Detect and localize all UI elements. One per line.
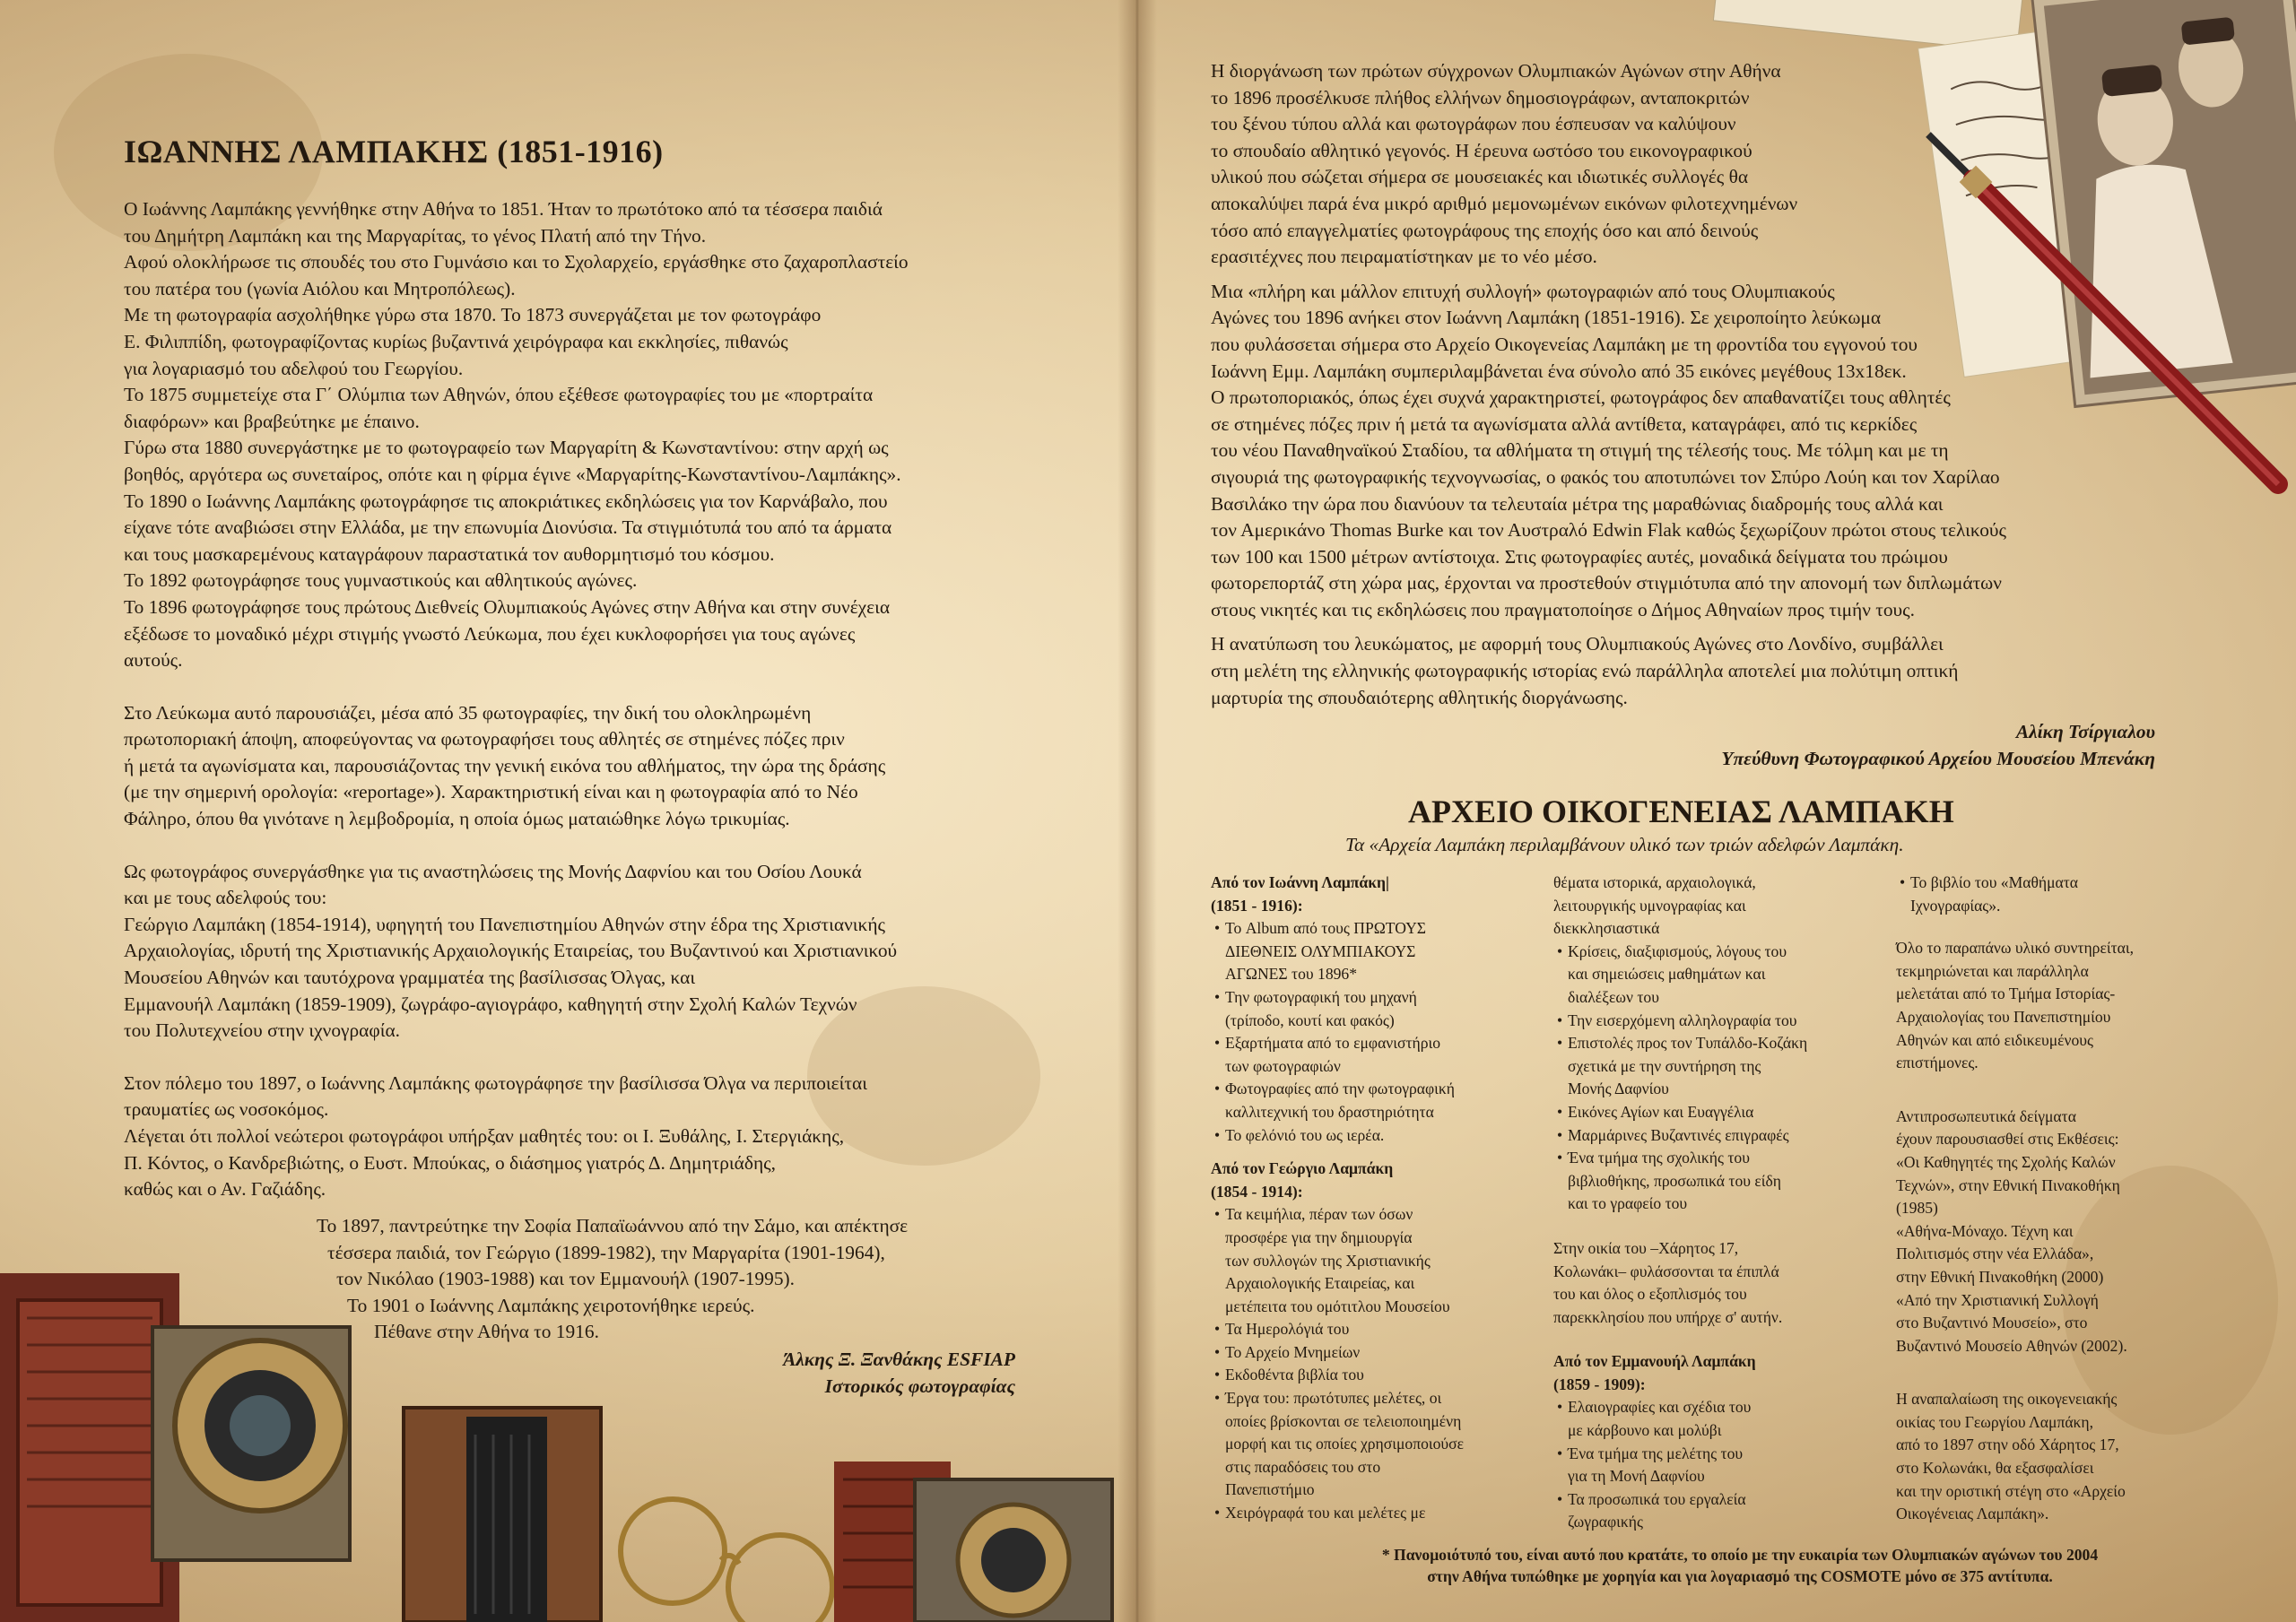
text-line: καθώς και ο Αν. Γαζιάδης. xyxy=(124,1178,326,1201)
text-line: Βασιλάκο την ώρα που διανύουν τα τελευταία μέτρα της μαραθώνιας διαδρομής τους αλλά και xyxy=(1211,492,1944,515)
text-line: Αρχαιολογίας του Πανεπιστημίου xyxy=(1896,1007,2111,1026)
left-author-signature xyxy=(628,1347,1015,1400)
list-item: διαλέξεων του xyxy=(1568,987,1659,1006)
text-line: Πέθανε στην Αθήνα το 1916. xyxy=(374,1321,599,1343)
text-line: έχουν παρουσιασθεί στις Εκθέσεις: xyxy=(1896,1130,2119,1149)
text-line: Αγώνες του 1896 ανήκει στον Ιωάννη Λαμπάκη (1851-1916). Σε χειροποίητο λεύκωμα xyxy=(1211,307,1882,329)
author-name: Άλκης Ξ. Ξανθάκης ESFIAP xyxy=(783,1349,1015,1370)
footnote-line: * Πανομοιότυπό του, είναι αυτό που κρατάτε, το οποίο με την ευκαιρία των Ολυμπιακών αγώνων του 2004 xyxy=(1381,1546,2099,1564)
list-item: • Το Αρχείο Μνημείων xyxy=(1211,1341,1464,1365)
text-line: Ο Ιωάννης Λαμπάκης γεννήθηκε στην Αθήνα το 1851. Ήταν το πρωτότοκο από τα τέσσερα παιδιά xyxy=(124,198,883,220)
text-line: μελετάται από το Τμήμα Ιστορίας- xyxy=(1896,984,2116,1003)
text-line: θέματα ιστορικά, αρχαιολογικά, xyxy=(1553,873,1756,891)
text-line: του Πολυτεχνείου στην ιχνογραφία. xyxy=(124,1019,401,1042)
text-line: τραυματίες ως νοσοκόμος. xyxy=(124,1098,329,1121)
list-item: και σημειώσεις μαθημάτων και xyxy=(1568,965,1766,984)
text-line: στο Κολωνάκι, θα εξασφαλίσει xyxy=(1896,1459,2094,1478)
paragraph-gap xyxy=(1553,1216,1807,1237)
text-line: διαφόρων» και βραβεύτηκε με έπαινο. xyxy=(124,410,420,432)
text-line: Τεχνών», στην Εθνική Πινακοθήκη xyxy=(1896,1175,2120,1194)
text-line: στην Εθνική Πινακοθήκη (2000) xyxy=(1896,1267,2104,1286)
list-item: μορφή και τις οποίες χρησιμοποιούσε xyxy=(1225,1435,1464,1453)
text-line: Πολιτισμός στην νέα Ελλάδα», xyxy=(1896,1245,2094,1263)
text-line: Βυζαντινό Μουσείο Αθηνών (2002). xyxy=(1896,1336,2127,1355)
list-item: ζωγραφικής xyxy=(1568,1513,1643,1531)
section-heading: Από τον Εμμανουήλ Λαμπάκη xyxy=(1553,1352,1756,1371)
text-line: Η διοργάνωση των πρώτων σύγχρονων Ολυμπιακών Αγώνων στην Αθήνα xyxy=(1211,60,1781,82)
paragraph-gap xyxy=(1896,917,2134,937)
text-line: εξέδωσε το μοναδικό μέχρι στιγμής γνωστό Λεύκωμα, που έχει κυκλοφορήσει για τους αγώνες xyxy=(124,622,856,645)
text-line: το σπουδαίο αθλητικό γεγονός. Η έρευνα ωστόσο του εικονογραφικού xyxy=(1211,139,1752,161)
archive-column-2 xyxy=(1553,872,1807,1534)
list-item: • Επιστολές προς τον Τυπάλδο-Κοζάκη xyxy=(1553,1032,1807,1055)
text-line: επιστήμονες. xyxy=(1896,1054,1979,1072)
list-item: των συλλογών της Χριστιανικής xyxy=(1225,1251,1431,1270)
text-line: Μια «πλήρη και μάλλον επιτυχή συλλογή» φωτογραφιών από τους Ολυμπιακούς xyxy=(1211,280,1835,302)
paragraph-gap xyxy=(1896,1357,2134,1388)
text-line: τέσσερα παιδιά, τον Γεώργιο (1899-1982), την Μαργαρίτα (1901-1964), xyxy=(327,1241,885,1263)
author-role: Υπεύθυνη Φωτογραφικού Αρχείου Μουσείου Μπενάκη xyxy=(1721,747,2155,769)
list-item: στις παραδόσεις του στο xyxy=(1225,1457,1381,1476)
text-line: Το 1901 ο Ιωάννης Λαμπάκης χειροτονήθηκε ιερεύς. xyxy=(347,1294,755,1316)
text-line: του ξένου τύπου αλλά και φωτογράφων που έσπευσαν να καλύψουν xyxy=(1211,113,1736,135)
text-line: Το 1896 φωτογράφησε τους πρώτους Διεθνείς Ολυμπιακούς Αγώνες στην Αθήνα και στην συνέχεια xyxy=(124,595,891,618)
list-item: • Ένα τμήμα της μελέτης του xyxy=(1553,1443,1807,1466)
text-line: Λέγεται ότι πολλοί νεώτεροι φωτογράφοι υπήρξαν μαθητές του: οι Ι. Ξυθάλης, Ι. Στεργιάκης, xyxy=(124,1125,845,1147)
text-line: Ο πρωτοποριακός, όπως έχει συχνά χαρακτηριστεί, φωτογράφος δεν απαθανατίζει τους αθλητές xyxy=(1211,386,1951,409)
text-line: Οικογένειας Λαμπάκη». xyxy=(1896,1505,2049,1523)
text-line: παρεκκλησίου που υπήρχε σ' αυτήν. xyxy=(1553,1307,1783,1326)
text-line: φωτορεπορτάζ στη χώρα μας, έρχονται να προστεθούν στιγμιότυπα από την απονομή των διπλωμάτων xyxy=(1211,572,2002,594)
text-line: Στην οικία του –Χάρητος 17, xyxy=(1553,1238,1739,1257)
list-item: • Το φελόνιό του ως ιερέα. xyxy=(1211,1124,1464,1148)
list-item: Πανεπιστήμιο xyxy=(1225,1480,1315,1499)
section-heading: (1851 - 1916): xyxy=(1211,896,1303,915)
text-line: στους νικητές και τις εκδηλώσεις που πραγματοποίησε ο Δήμος Αθηναίων προς τιμήν τους. xyxy=(1211,598,1915,620)
round-eyeglasses-icon xyxy=(610,1453,843,1622)
list-item: για τη Μονή Δαφνίου xyxy=(1568,1467,1705,1486)
text-line: Αφού ολοκλήρωσε τις σπουδές του στο Γυμνάσιο και το Σχολαρχείο, εργάσθηκε στο ζαχαροπλαστείο xyxy=(124,251,909,273)
text-line: που φυλάσσεται σήμερα στο Αρχείο Οικογενείας Λαμπάκη με τη φροντίδα του εγγονού του xyxy=(1211,333,1918,355)
list-item: • Μαρμάρινες Βυζαντινές επιγραφές xyxy=(1553,1124,1807,1148)
text-line: βοηθός, αργότερα ως συνεταίρος, οπότε και η φίρμα έγινε «Μαργαρίτης-Κωνσταντίνου-Λαμπάκης». xyxy=(124,463,901,485)
text-line: το 1896 προσέλκυσε πλήθος ελλήνων δημοσιογράφων, ανταποκριτών xyxy=(1211,86,1750,108)
list-item: • Εξαρτήματα από το εμφανιστήριο xyxy=(1211,1032,1464,1055)
text-line: Αθηνών και από ειδικευμένους xyxy=(1896,1030,2093,1049)
text-line: σιγουριά της φωτογραφικής τεχνογνωσίας, ο φακός του αποτυπώνει τον Σπύρο Λούη και τον Χαρίλαο xyxy=(1211,465,2000,488)
list-item: ΑΓΩΝΕΣ του 1896* xyxy=(1225,965,1358,984)
text-line: «Από την Χριστιανική Συλλογή xyxy=(1896,1290,2099,1309)
text-line: Κολωνάκι– φυλάσσονται τα έπιπλά xyxy=(1553,1262,1779,1280)
text-line: του Δημήτρη Λαμπάκη και της Μαργαρίτας, το γένος Πλατή από την Τήνο. xyxy=(124,224,707,247)
list-item: Αρχαιολογικής Εταιρείας, και xyxy=(1225,1274,1415,1293)
right-author-signature xyxy=(1525,719,2155,772)
text-line: Αρχαιολογίας, ιδρυτή της Χριστιανικής Αρχαιολογικής Εταιρείας, του Βυζαντινού και Χριστιανικού xyxy=(124,940,898,962)
folding-bellows-camera-icon xyxy=(825,1444,1121,1622)
footnote-line: στην Αθήνα τυπώθηκε με χορηγία και για λογαριασμό της COSMOTE μόνο σε 375 αντίτυπα. xyxy=(1427,1567,2053,1585)
paragraph-gap xyxy=(1896,1075,2134,1106)
text-line: Π. Κόντος, ο Κανδρεβιώτης, ο Ευστ. Μπούκας, ο διάσημος γιατρός Δ. Δημητριάδης, xyxy=(124,1151,776,1174)
text-line: Εμμανουήλ Λαμπάκη (1859-1909), ζωγράφο-αγιογράφο, καθηγητή στην Σχολή Καλών Τεχνών xyxy=(124,993,857,1015)
list-item: οποίες βρίσκονται σε τελειοποιημένη xyxy=(1225,1411,1462,1430)
archive-title: ΑΡΧΕΙΟ ΟΙΚΟΓΕΝΕΙΑΣ ΛΑΜΠΑΚΗ xyxy=(1408,794,1954,829)
text-line: Με τη φωτογραφία ασχολήθηκε γύρω στα 1870. Το 1873 συνεργάζεται με τον φωτογράφο xyxy=(124,304,822,326)
paragraph-gap xyxy=(1211,271,2006,279)
section-heading: Από τον Γεώργιο Λαμπάκη xyxy=(1211,1159,1394,1178)
text-line: τον Νικόλαο (1903-1988) και τον Εμμανουήλ (1907-1995). xyxy=(336,1268,795,1290)
list-item: • Τα κειμήλια, πέραν των όσων xyxy=(1211,1203,1464,1227)
list-item: • Χειρόγραφά του και μελέτες με xyxy=(1211,1502,1464,1525)
text-line: Μουσείου Αθηνών και ταυτόχρονα γραμματέα της βασίλισσας Όλγας, και xyxy=(124,967,696,989)
text-line: διεκκλησιαστικά xyxy=(1553,919,1660,938)
paragraph-gap xyxy=(124,1045,909,1071)
text-line: Γεώργιο Λαμπάκη (1854-1914), υφηγητή του Πανεπιστημίου Αθηνών στην έδρα της Χριστιανικής xyxy=(124,913,885,935)
text-line: του νέου Παναθηναϊκού Σταδίου, τα αθλήματα τη στιγμή της τέλεσής τους. Με τόλμη και με τη xyxy=(1211,439,1949,462)
biography-text xyxy=(124,196,909,1203)
text-line: στο Βυζαντινό Μουσείο», στο xyxy=(1896,1314,2088,1332)
text-line: είχανε τότε αναβιώσει στην Ελλάδα, με την επωνυμία Διονύσια. Τα στιγμιότυπά του από τα άρματα xyxy=(124,516,892,539)
paragraph-gap xyxy=(1211,623,2006,631)
text-line: στη μελέτη της ελληνικής φωτογραφικής ιστορίας ενώ παράλληλα αποτελεί μια πολύτιμη οπτική xyxy=(1211,660,1959,682)
author-role: Ιστορικός φωτογραφίας xyxy=(824,1375,1015,1397)
text-line: του πατέρα του (γωνία Αιόλου και Μητροπόλεως). xyxy=(124,277,516,299)
text-line: αποκαλύψει παρά ένα μικρό αριθμό μεμονωμένων εικόνων φιλοτεχνημένων xyxy=(1211,192,1798,214)
list-item: σχετικά με την συντήρηση της xyxy=(1568,1056,1761,1075)
text-line: τον Αμερικάνο Thomas Burke και τον Αυστραλό Edwin Flak καθώς ξεχωρίζουν πρώτοι στους τελικούς xyxy=(1211,519,2006,542)
list-item: • Εκδοθέντα βιβλία του xyxy=(1211,1364,1464,1387)
text-line: Αντιπροσωπευτικά δείγματα xyxy=(1896,1106,2076,1125)
text-line: «Αθήνα-Μόναχο. Τέχνη και xyxy=(1896,1221,2074,1240)
footnote xyxy=(1247,1544,2233,1587)
text-line: μαρτυρία της σπουδαιότερης αθλητικής διοργάνωσης. xyxy=(1211,686,1628,708)
text-line: Το 1875 συμμετείχε στα Γ΄ Ολύμπια των Αθηνών, όπου εξέθεσε φωτογραφίες του με «πορτραίτα xyxy=(124,384,874,406)
text-line: και με τους αδελφούς του: xyxy=(124,887,327,909)
text-line: υλικού που σώζεται σήμερα σε μουσειακές και ιδιωτικές συλλογές θα xyxy=(1211,166,1749,188)
text-line: των 100 και 1500 μέτρων αντίστοιχα. Στις φωτογραφίες αυτές, μοναδικά δείγματα του πρώιμου xyxy=(1211,545,1948,568)
archive-column-3 xyxy=(1896,872,2134,1526)
text-line: τεκμηριώνεται και παράλληλα xyxy=(1896,961,2089,980)
text-line: λειτουργικής υμνογραφίας και xyxy=(1553,896,1746,915)
text-line: και τους μασκαρεμένους καταγράφουν παραστατικά τον αυθορμητισμό του κόσμου. xyxy=(124,542,775,565)
text-line: Το 1892 φωτογράφησε τους γυμναστικούς και αθλητικούς αγώνες. xyxy=(124,569,638,592)
list-item: • Τα προσωπικά του εργαλεία xyxy=(1553,1488,1807,1512)
list-item: των φωτογραφιών xyxy=(1225,1056,1341,1075)
text-line: του και όλος ο εξοπλισμός του xyxy=(1553,1285,1747,1304)
olympics-text xyxy=(1211,58,2006,711)
text-line: Γύρω στα 1880 συνεργάστηκε με το φωτογραφείο των Μαργαρίτη & Κωνσταντίνου: στην αρχή ως xyxy=(124,437,889,459)
text-line: (με την σημερινή ορολογία: «reportage»). Χαρακτηριστική είναι και η φωτογραφία από το Νέο xyxy=(124,781,858,803)
list-item: βιβλιοθήκης, προσωπικά του είδη xyxy=(1568,1171,1781,1190)
text-line: Η αναπαλαίωση της οικογενειακής xyxy=(1896,1390,2118,1409)
list-item: • Έργα του: πρωτότυπες μελέτες, οι xyxy=(1211,1387,1464,1410)
list-item: Ιχνογραφίας». xyxy=(1910,896,2001,915)
biography-closing-text xyxy=(317,1213,908,1346)
list-item: μετέπειτα του ομότιτλου Μουσείου xyxy=(1225,1297,1450,1315)
text-line: Φάληρο, όπου θα γινότανε η λεμβοδρομία, η οποία όμως ματαιώθηκε λόγω τρικυμίας. xyxy=(124,808,790,830)
page-title: ΙΩΑΝΝΗΣ ΛΑΜΠΑΚΗΣ (1851-1916) xyxy=(124,134,664,169)
section-heading: (1854 - 1914): xyxy=(1211,1182,1303,1201)
text-line: Ως φωτογράφος συνεργάσθηκε για τις αναστηλώσεις της Μονής Δαφνίου και του Οσίου Λουκά xyxy=(124,860,862,882)
list-item: • Το Album από τους ΠΡΩΤΟΥΣ xyxy=(1211,917,1464,941)
list-item: προσφέρε για την δημιουργία xyxy=(1225,1227,1413,1246)
text-line: «Οι Καθηγητές της Σχολής Καλών xyxy=(1896,1152,2116,1171)
text-line: Το 1897, παντρεύτηκε την Σοφία Παπαϊωάννου από την Σάμο, και απέκτησε xyxy=(317,1215,909,1236)
text-line: Όλο το παραπάνω υλικό συντηρείται, xyxy=(1896,939,2135,958)
list-item: καλλιτεχνική του δραστηριότητα xyxy=(1225,1102,1434,1121)
text-line: τόσο από επαγγελματίες φωτογράφους της εποχής όσο και από δεινούς xyxy=(1211,219,1759,241)
list-item: • Φωτογραφίες από την φωτογραφική xyxy=(1211,1078,1464,1101)
list-item: με κάρβουνο και μολύβι xyxy=(1568,1421,1722,1440)
list-item: • Ελαιογραφίες και σχέδια του xyxy=(1553,1396,1807,1419)
text-line: Στο Λεύκωμα αυτό παρουσιάζει, μέσα από 35 φωτογραφίες, την δική του ολοκληρωμένη xyxy=(124,701,812,724)
text-line: αυτούς. xyxy=(124,649,183,672)
paragraph-gap xyxy=(124,674,909,700)
paragraph-gap xyxy=(1211,1147,1464,1158)
text-line: ή μετά τα αγωνίσματα και, παρουσιάζοντας την γενική εικόνα του αθλήματος, την ώρα της δράσης xyxy=(124,754,886,776)
paragraph-gap xyxy=(124,833,909,859)
text-line: ερασιτέχνες που πειραματίστηκαν με το νέο μέσο. xyxy=(1211,246,1597,268)
list-item: ΔΙΕΘΝΕΙΣ ΟΛΥΜΠΙΑΚΟΥΣ xyxy=(1225,941,1416,960)
list-item: • Την φωτογραφική του μηχανή xyxy=(1211,986,1464,1010)
paragraph-gap xyxy=(1553,1329,1807,1350)
text-line: για λογαριασμό του αδελφού του Γεωργίου. xyxy=(124,357,464,379)
text-line: Η ανατύπωση του λευκώματος, με αφορμή τους Ολυμπιακούς Αγώνες στο Λονδίνο, συμβάλλει xyxy=(1211,633,1944,655)
text-line: και την οριστική στέγη στο «Αρχείο xyxy=(1896,1481,2126,1500)
list-item: • Το βιβλίο του «Μαθήματα xyxy=(1896,872,2134,895)
list-item: Μονής Δαφνίου xyxy=(1568,1080,1669,1098)
text-line: Ε. Φιλιππίδη, φωτογραφίζοντας κυρίως βυζαντινά χειρόγραφα και εκκλησίες, πιθανώς xyxy=(124,330,788,352)
list-item: • Εικόνες Αγίων και Ευαγγέλια xyxy=(1553,1101,1807,1124)
list-item: και το γραφείο του xyxy=(1568,1194,1688,1213)
list-item: • Ένα τμήμα της σχολικής του xyxy=(1553,1147,1807,1170)
book-gutter xyxy=(1118,0,1157,1622)
text-line: πρωτοποριακή άποψη, αποφεύγοντας να φωτογραφήσει τους αθλητές σε στημένες πόζες πριν xyxy=(124,728,845,750)
list-item: • Την εισερχόμενη αλληλογραφία του xyxy=(1553,1010,1807,1033)
text-line: οικίας του Γεωργίου Λαμπάκη, xyxy=(1896,1412,2094,1431)
text-line: Το 1890 ο Ιωάννης Λαμπάκης φωτογράφησε τις αποκριάτικες εκδηλώσεις για τον Καρνάβαλο, που xyxy=(124,490,888,512)
section-heading: Από τον Ιωάννη Λαμπάκη| xyxy=(1211,873,1389,891)
text-line: (1985) xyxy=(1896,1199,1938,1218)
list-item: (τρίποδο, κουτί και φακός) xyxy=(1225,1010,1395,1029)
section-heading: (1859 - 1909): xyxy=(1553,1375,1646,1393)
archive-subtitle: Τα «Αρχεία Λαμπάκη περιλαμβάνουν υλικό των τριών αδελφών Λαμπάκη. xyxy=(1345,834,1904,855)
list-item: • Κρίσεις, διαξιφισμούς, λόγους του xyxy=(1553,941,1807,964)
text-line: Στον πόλεμο του 1897, ο Ιωάννης Λαμπάκης φωτογράφησε την βασίλισσα Όλγα να περιποιείται xyxy=(124,1071,867,1094)
archive-column-1 xyxy=(1211,872,1464,1525)
text-line: Ιωάννη Εμμ. Λαμπάκη συμπεριλαμβάνεται ένα σύνολο από 35 εικόνες μεγέθους 13x18εκ. xyxy=(1211,360,1907,382)
text-line: από το 1897 στην οδό Χάρητος 17, xyxy=(1896,1436,2119,1454)
author-name: Αλίκη Τσίργιαλου xyxy=(2015,721,2155,742)
list-item: • Τα Ημερολόγιά του xyxy=(1211,1318,1464,1341)
text-line: σε στημένες πόζες πριν ή μετά τα αγωνίσματα αλλά αντίθετα, καταγράφει, από τις κερκίδες xyxy=(1211,412,1918,435)
